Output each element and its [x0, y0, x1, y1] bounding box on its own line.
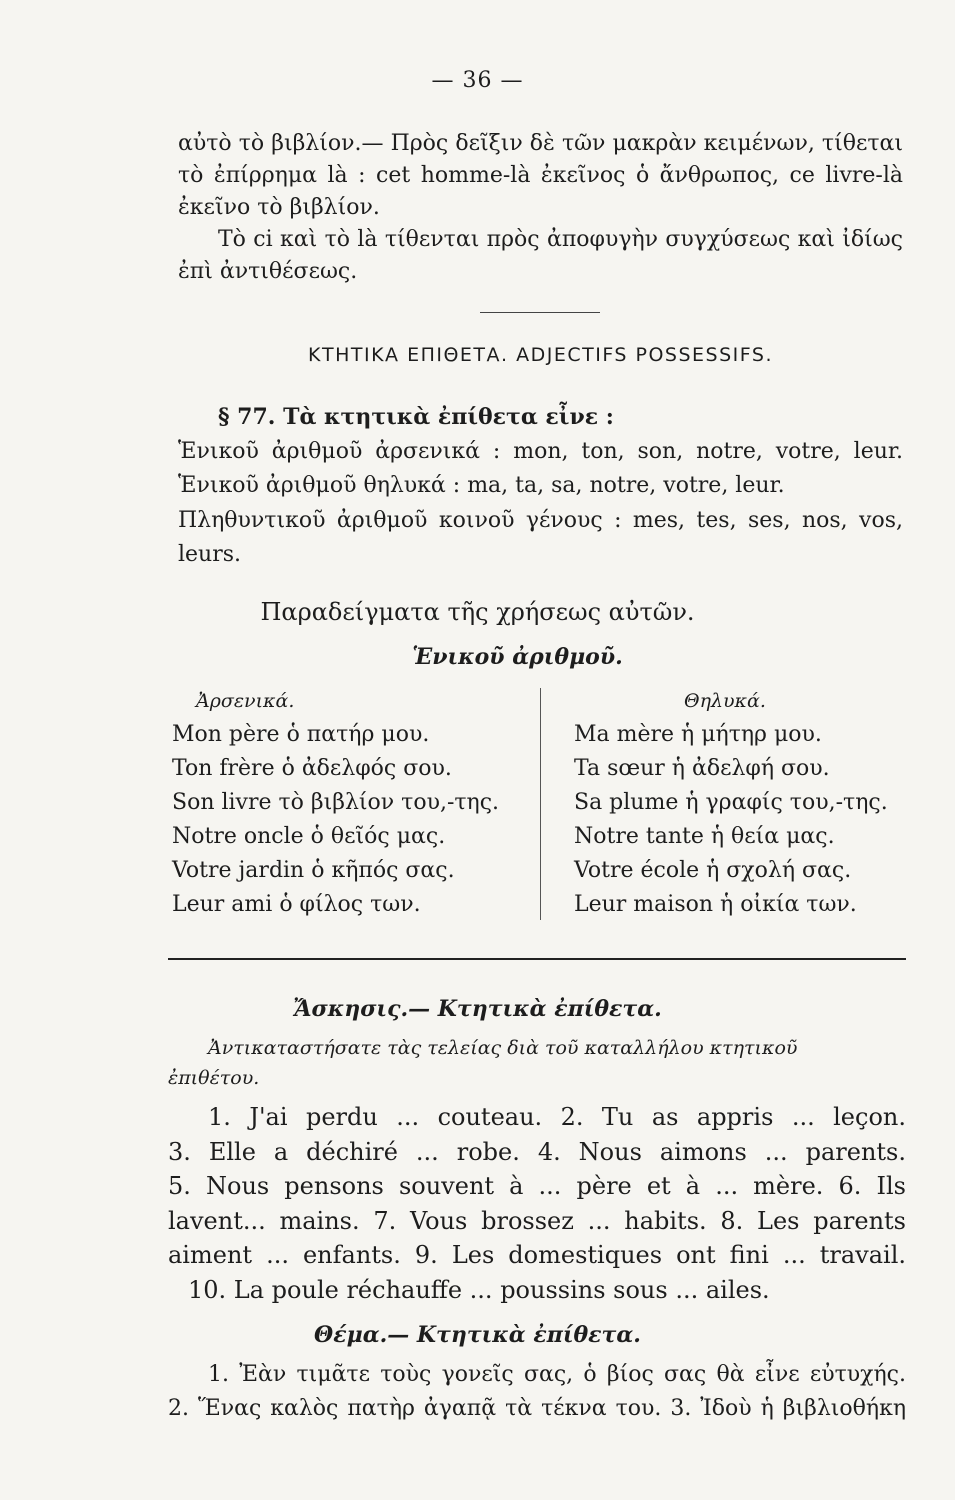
exercise-line: 5. Nous pensons souvent à ... père et à ... mère. 6. Ils [168, 1172, 906, 1200]
section-77-line: Ἑνικοῦ ἀριθμοῦ ἀρσενικά : mon, ton, son, notre, votre, leur. [178, 438, 903, 464]
feminine-caption: Θηλυκά. [684, 690, 766, 712]
divider [480, 312, 600, 313]
exercise-line: aiment ... enfants. 9. Les domestiques ont fini ... travail. [168, 1241, 906, 1269]
section-77-title: § 77. Τὰ κτητικὰ ἐπίθετα εἶνε : [218, 404, 614, 430]
page-number: — 36 — [431, 68, 524, 93]
feminine-row: Ta sœur ἡ ἀδελφή σου. [574, 756, 830, 781]
feminine-row: Leur maison ἡ οἰκία των. [574, 892, 857, 917]
feminine-row: Votre école ἡ σχολή σας. [574, 858, 852, 883]
intro-paragraph [178, 128, 903, 288]
masculine-column [172, 684, 499, 922]
intro-line: ἐπὶ ἀντιθέσεως. [178, 259, 358, 284]
section-77-line: Ἑνικοῦ ἀριθμοῦ θηλυκά : ma, ta, sa, notre, votre, leur. [178, 473, 785, 498]
masculine-row: Leur ami ὁ φίλος των. [172, 892, 421, 917]
theme-line: 1. Ἐὰν τιμᾶτε τοὺς γονεῖς σας, ὁ βίος σας θὰ εἶνε εὐτυχής. [208, 1362, 906, 1387]
section-77 [178, 400, 903, 573]
masculine-caption: Ἀρσενικά. [196, 690, 295, 712]
masculine-row: Ton frère ὁ ἀδελφός σου. [172, 756, 452, 781]
intro-line: τὸ ἐπίρρημα là : cet homme-là ἐκεῖνος ὁ ἄνθρωπος, ce livre-là [178, 163, 903, 188]
masculine-row: Notre oncle ὁ θεῖός μας. [172, 824, 446, 849]
column-divider [540, 688, 541, 920]
intro-line: ἐκεῖνο τὸ βιβλίον. [178, 195, 380, 220]
theme-line: 2. Ἕνας καλὸς πατὴρ ἀγαπᾷ τὰ τέκνα του. 3. Ἰδοὺ ἡ βιβλιοθήκη [168, 1396, 906, 1421]
exercise-line: 1. J'ai perdu ... couteau. 2. Tu as appris ... leçon. [208, 1103, 906, 1131]
feminine-column [574, 684, 888, 922]
masculine-row: Mon père ὁ πατήρ μου. [172, 722, 430, 747]
exercise-line: lavent... mains. 7. Vous brossez ... habits. 8. Les parents [168, 1206, 906, 1235]
masculine-row: Son livre τὸ βιβλίον του,-της. [172, 790, 500, 815]
theme-body [168, 1358, 906, 1426]
intro-line: αὐτὸ τὸ βιβλίον.— Πρὸς δεῖξιν δὲ τῶν μακρὰν κειμένων, τίθεται [178, 131, 903, 156]
theme-title: Θέμα.— Κτητικὰ ἐπίθετα. [314, 1322, 641, 1348]
exercise-title: Ἄσκησις.— Κτητικὰ ἐπίθετα. [293, 996, 662, 1022]
section-heading: ΚΤΗΤΙΚΑ ΕΠΙΘΕΤΑ. ADJECTIFS POSSESSIFS. [308, 344, 773, 366]
feminine-row: Ma mère ἡ μήτηρ μου. [574, 722, 822, 747]
masculine-row: Votre jardin ὁ κῆπός σας. [172, 858, 455, 883]
singular-title: Ἑνικοῦ ἀριθμοῦ. [412, 644, 623, 670]
feminine-row: Notre tante ἡ θεία μας. [574, 824, 835, 849]
horizontal-rule [168, 958, 906, 960]
section-77-line: leurs. [178, 542, 242, 567]
feminine-row: Sa plume ἡ γραφίς του,-της. [574, 790, 888, 815]
section-77-line: Πληθυντικοῦ ἀριθμοῦ κοινοῦ γένους : mes, tes, ses, nos, vos, [178, 507, 903, 533]
exercise-line: 3. Elle a déchiré ... robe. 4. Nous aimons ... parents. [168, 1137, 906, 1166]
intro-line: Τὸ ci καὶ τὸ là τίθενται πρὸς ἀποφυγὴν συγχύσεως καὶ ἰδίως [218, 227, 903, 252]
exercise-instruction [168, 1033, 906, 1093]
exercise-instruction-line: Ἀντικαταστήσατε τὰς τελείας διὰ τοῦ καταλλήλου κτητικοῦ [208, 1037, 798, 1059]
exercise-instruction-line: ἐπιθέτου. [168, 1067, 260, 1089]
exercise-line: 10. La poule réchauffe ... poussins sous ... ailes. [188, 1275, 770, 1304]
examples-title: Παραδείγματα τῆς χρήσεως αὐτῶν. [260, 598, 695, 626]
exercise-body [168, 1100, 906, 1307]
